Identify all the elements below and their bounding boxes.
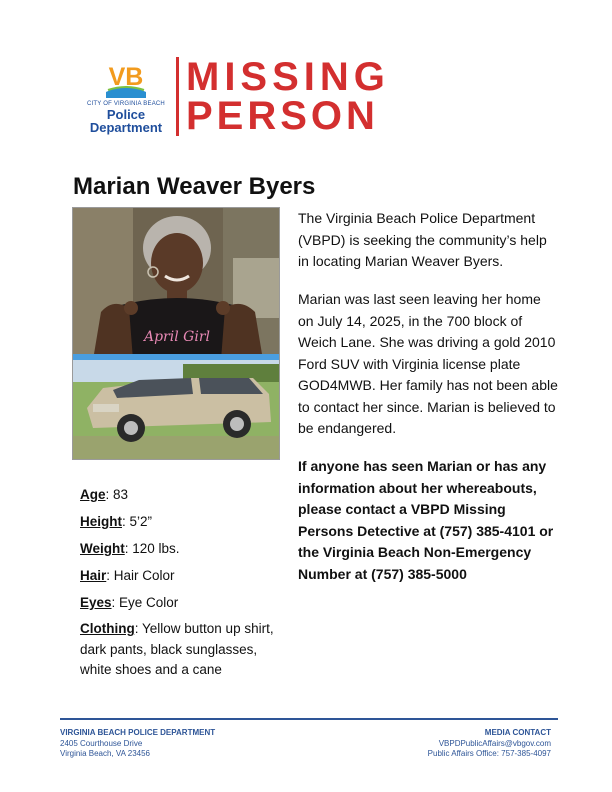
portrait-photo bbox=[73, 208, 279, 360]
header-divider bbox=[176, 57, 179, 136]
height-label: Height bbox=[80, 514, 122, 529]
age-value: : 83 bbox=[105, 487, 129, 502]
clothing-label: Clothing bbox=[80, 621, 135, 636]
last-seen-paragraph: Marian was last seen leaving her home on July 14, 2025, in the 700 block of Weich Lane. She was driving a gold 2010 Ford SUV with Virginia license plate GOD4MWB. Her family has not been able to contact her since. Marian is believed to be endangered. bbox=[298, 291, 558, 436]
footer-phone: Public Affairs Office: 757-385-4097 bbox=[427, 749, 551, 758]
weight-value: : 120 lbs. bbox=[124, 541, 180, 556]
photo-illustration bbox=[73, 208, 279, 459]
person-name: Marian Weaver Byers bbox=[73, 173, 316, 200]
vb-logo-mark bbox=[104, 58, 148, 98]
footer-address-line1: 2405 Courthouse Drive bbox=[60, 739, 143, 748]
city-of-virginia-beach-text: CITY OF VIRGINIA BEACH bbox=[87, 101, 165, 107]
footer-department-title: VIRGINIA BEACH POLICE DEPARTMENT bbox=[60, 728, 216, 737]
detail-age bbox=[80, 484, 280, 506]
detail-eyes bbox=[80, 592, 280, 614]
detail-hair bbox=[80, 565, 280, 587]
department-text: Department bbox=[89, 120, 163, 135]
vbpd-logo bbox=[82, 58, 170, 138]
title-missing: MISSING bbox=[186, 55, 390, 99]
svg-text:VB: VB bbox=[108, 63, 144, 91]
clothing-value: : Yellow button up shirt, dark pants, black sunglasses, white shoes and a cane bbox=[80, 621, 274, 677]
height-value: : 5’2” bbox=[122, 514, 153, 529]
detail-height bbox=[80, 511, 280, 533]
intro-paragraph: The Virginia Beach Police Department (VBPD) is seeking the community’s help in locating Marian Weaver Byers. bbox=[298, 210, 547, 269]
detail-clothing bbox=[80, 619, 280, 681]
person-details bbox=[80, 484, 280, 686]
person-photo-frame bbox=[72, 207, 280, 460]
police-text: Police bbox=[106, 107, 146, 122]
eyes-value: : Eye Color bbox=[111, 595, 179, 610]
vehicle-photo bbox=[73, 360, 279, 459]
eyes-label: Eyes bbox=[80, 595, 112, 610]
contact-paragraph: If anyone has seen Marian or has any information about her whereabouts, please contact a VBPD Missing Persons Detective at (757) 385-4101 or the Virginia Beach Non-Emergency Number at (757) 385-5000 bbox=[298, 458, 554, 582]
footer-address-line2: Virginia Beach, VA 23456 bbox=[60, 749, 150, 758]
title-person: PERSON bbox=[186, 94, 379, 138]
footer-email-link[interactable]: VBPDPublicAffairs@vbgov.com bbox=[438, 739, 551, 748]
weight-label: Weight bbox=[80, 541, 125, 556]
shirt-text: April Girl bbox=[143, 329, 211, 345]
age-label: Age bbox=[80, 487, 106, 502]
hair-value: : Hair Color bbox=[106, 568, 175, 583]
detail-weight bbox=[80, 538, 280, 560]
footer-divider bbox=[60, 718, 558, 720]
hair-label: Hair bbox=[80, 568, 107, 583]
footer-media-contact-title: MEDIA CONTACT bbox=[484, 728, 551, 737]
